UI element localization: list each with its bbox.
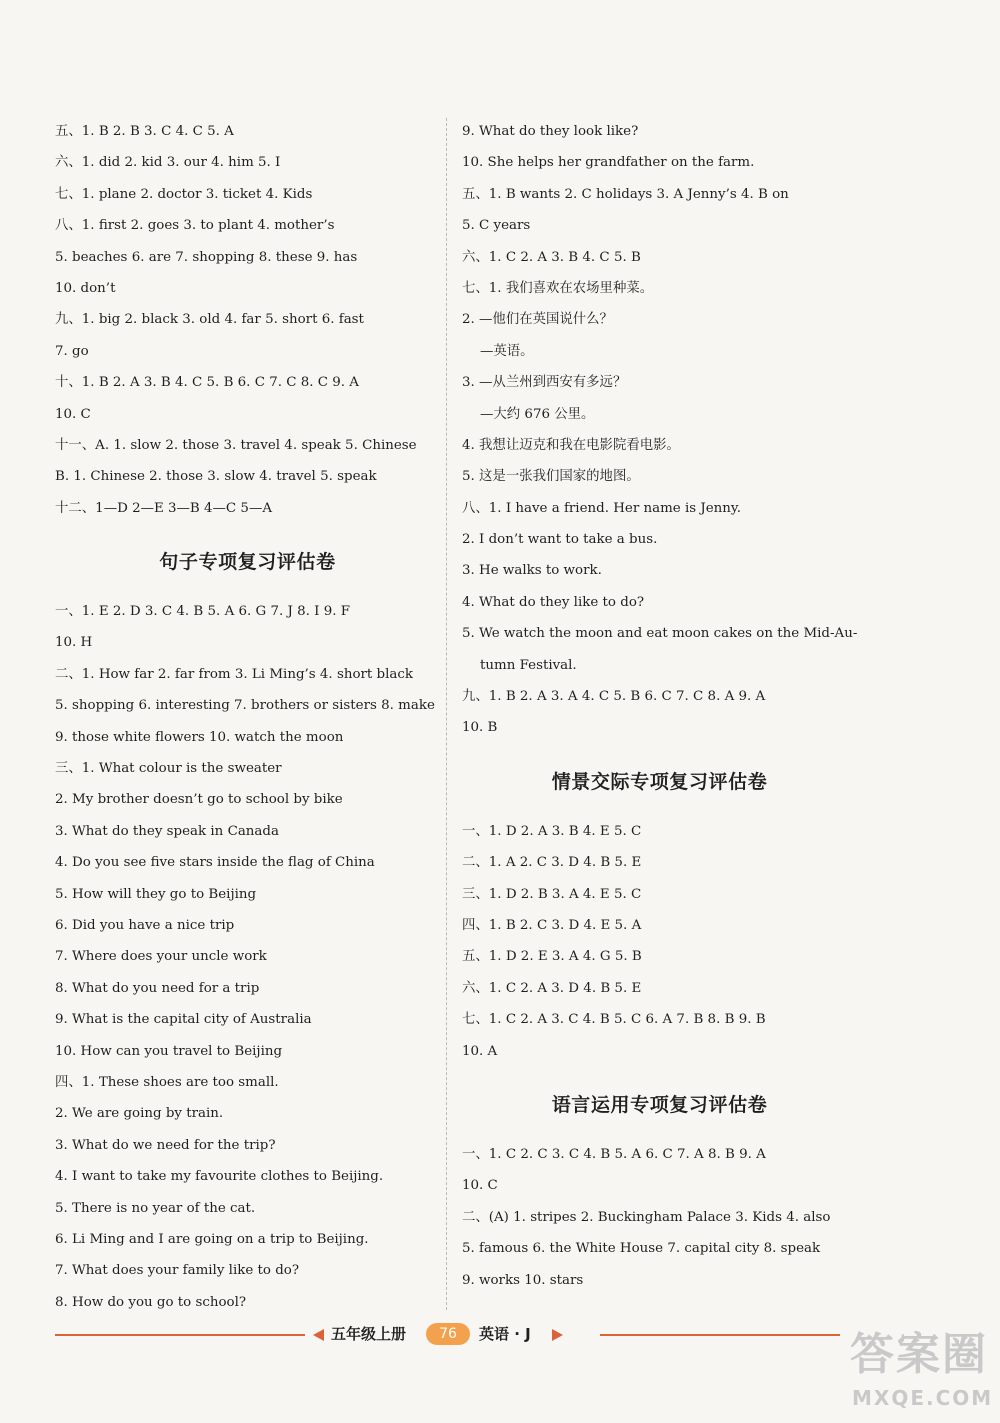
answer-line: 7. go (55, 343, 89, 359)
page-number-badge: 76 (426, 1323, 470, 1345)
arrow-left-icon (313, 1329, 324, 1341)
answer-line: B. 1. Chinese 2. those 3. slow 4. travel 5. speak (55, 469, 377, 485)
answer-line: 4. I want to take my favourite clothes to Beijing. (55, 1169, 384, 1185)
footer-rule-right (600, 1334, 840, 1336)
section-heading: 语言运用专项复习评估卷 (551, 1093, 768, 1116)
section-heading: 情景交际专项复习评估卷 (551, 770, 768, 793)
answer-line: 六、1. C 2. A 3. D 4. B 5. E (462, 980, 642, 996)
answer-line: 九、1. big 2. black 3. old 4. far 5. short 6. fast (55, 312, 364, 328)
footer-grade: 五年级上册 (331, 1325, 407, 1343)
answer-line: 5. We watch the moon and eat moon cakes on the Mid-Au- (462, 626, 858, 642)
answer-line: 四、1. B 2. C 3. D 4. E 5. A (462, 917, 642, 933)
answer-line: 三、1. What colour is the sweater (55, 761, 282, 777)
answer-line: 八、1. I have a friend. Her name is Jenny. (462, 500, 741, 516)
answer-line: 八、1. first 2. goes 3. to plant 4. mother’s (55, 218, 335, 234)
answer-line: 二、1. A 2. C 3. D 4. B 5. E (462, 855, 642, 871)
answer-line: 2. —他们在英国说什么？ (462, 312, 613, 328)
answer-line: 5. shopping 6. interesting 7. brothers or sisters 8. make (55, 698, 435, 714)
answer-line: 十一、A. 1. slow 2. those 3. travel 4. speak 5. Chinese (55, 437, 417, 453)
answer-line: 6. Did you have a nice trip (55, 917, 235, 933)
answer-line: 5. beaches 6. are 7. shopping 8. these 9. has (55, 249, 358, 265)
answer-line: 五、1. B 2. B 3. C 4. C 5. A (55, 124, 234, 139)
section-heading: 句子专项复习评估卷 (159, 551, 336, 574)
answer-line: 10. B (462, 720, 498, 736)
answer-line: 7. Where does your uncle work (55, 949, 267, 965)
answer-line: 一、1. E 2. D 3. C 4. B 5. A 6. G 7. J 8. I 9. F (55, 604, 351, 620)
page-footer (55, 1318, 840, 1352)
answer-line: 九、1. B 2. A 3. A 4. C 5. B 6. C 7. C 8. A 9. A (462, 689, 766, 705)
answer-line: 四、1. These shoes are too small. (55, 1074, 279, 1090)
left-column (55, 118, 440, 1320)
answer-line: 5. There is no year of the cat. (55, 1200, 256, 1216)
answer-line: 二、1. How far 2. far from 3. Li Ming’s 4. short black (55, 666, 413, 682)
answer-line: 2. My brother doesn’t go to school by bike (55, 792, 343, 808)
answer-line: 4. What do they like to do? (462, 594, 645, 610)
answer-line: 10. How can you travel to Beijing (55, 1043, 283, 1059)
answer-line: 9. What is the capital city of Australia (55, 1012, 312, 1028)
answer-line: 4. Do you see five stars inside the flag of China (55, 855, 375, 871)
answer-line: 5. 这是一张我们国家的地图。 (462, 469, 640, 485)
answer-line: 10. A (462, 1043, 498, 1059)
answer-line: 5. C years (462, 218, 531, 234)
answer-line: 8. How do you go to school? (55, 1294, 247, 1310)
answer-line: 2. I don’t want to take a bus. (462, 532, 658, 548)
column-divider (446, 118, 447, 1310)
answer-line: 10. C (55, 406, 91, 422)
answer-line: 10. H (55, 635, 93, 651)
answer-line: 六、1. did 2. kid 3. our 4. him 5. I (55, 155, 281, 171)
answer-line: 十二、1—D 2—E 3—B 4—C 5—A (55, 500, 273, 516)
answer-line: 9. What do they look like? (462, 124, 639, 139)
answer-line: 3. He walks to work. (462, 563, 602, 579)
arrow-right-icon (552, 1329, 563, 1341)
answer-line: 9. works 10. stars (462, 1272, 584, 1288)
answer-line: 二、(A) 1. stripes 2. Buckingham Palace 3. Kids 4. also (462, 1209, 831, 1225)
answer-line: 10. don’t (55, 280, 116, 296)
answer-line: 7. What does your family like to do? (55, 1263, 300, 1279)
answer-line: 六、1. C 2. A 3. B 4. C 5. B (462, 249, 641, 265)
answer-line: tumn Festival. (480, 657, 577, 673)
answer-line: 五、1. B wants 2. C holidays 3. A Jenny’s 4. B on (462, 186, 789, 202)
answer-line: 三、1. D 2. B 3. A 4. E 5. C (462, 886, 642, 902)
answer-line: 一、1. C 2. C 3. C 4. B 5. A 6. C 7. A 8. B 9. A (462, 1146, 766, 1162)
answer-line: 3. What do we need for the trip? (55, 1137, 276, 1153)
answer-line: —英语。 (480, 343, 534, 359)
answer-line: 七、1. C 2. A 3. C 4. B 5. C 6. A 7. B 8. B 9. B (462, 1012, 766, 1028)
answer-line: 9. those white flowers 10. watch the moon (55, 729, 344, 745)
answer-line: 6. Li Ming and I are going on a trip to Beijing. (55, 1231, 369, 1247)
answer-line: 十、1. B 2. A 3. B 4. C 5. B 6. C 7. C 8. C 9. A (55, 375, 359, 391)
answer-line: 3. What do they speak in Canada (55, 823, 279, 839)
answer-line: 5. How will they go to Beijing (55, 886, 257, 902)
right-column (462, 118, 857, 1298)
answer-line: 一、1. D 2. A 3. B 4. E 5. C (462, 823, 642, 839)
watermark-en: MXQE.COM (852, 1386, 994, 1410)
footer-subject: 英语 · J (479, 1325, 531, 1343)
watermark-logo (850, 1330, 995, 1415)
answer-line: 七、1. 我们喜欢在农场里种菜。 (462, 280, 654, 296)
answer-line: —大约 676 公里。 (480, 406, 595, 422)
answer-line: 七、1. plane 2. doctor 3. ticket 4. Kids (55, 186, 313, 202)
answer-line: 10. C (462, 1178, 498, 1194)
footer-rule-left (55, 1334, 305, 1336)
answer-line: 4. 我想让迈克和我在电影院看电影。 (462, 437, 680, 453)
answer-line: 10. She helps her grandfather on the farm. (462, 155, 755, 171)
answer-line: 五、1. D 2. E 3. A 4. G 5. B (462, 949, 642, 965)
answer-line: 2. We are going by train. (55, 1106, 224, 1122)
watermark-cn: 答案圈 (850, 1329, 988, 1380)
answer-line: 5. famous 6. the White House 7. capital city 8. speak (462, 1241, 821, 1257)
answer-line: 8. What do you need for a trip (55, 980, 260, 996)
answer-line: 3. —从兰州到西安有多远？ (462, 375, 627, 391)
